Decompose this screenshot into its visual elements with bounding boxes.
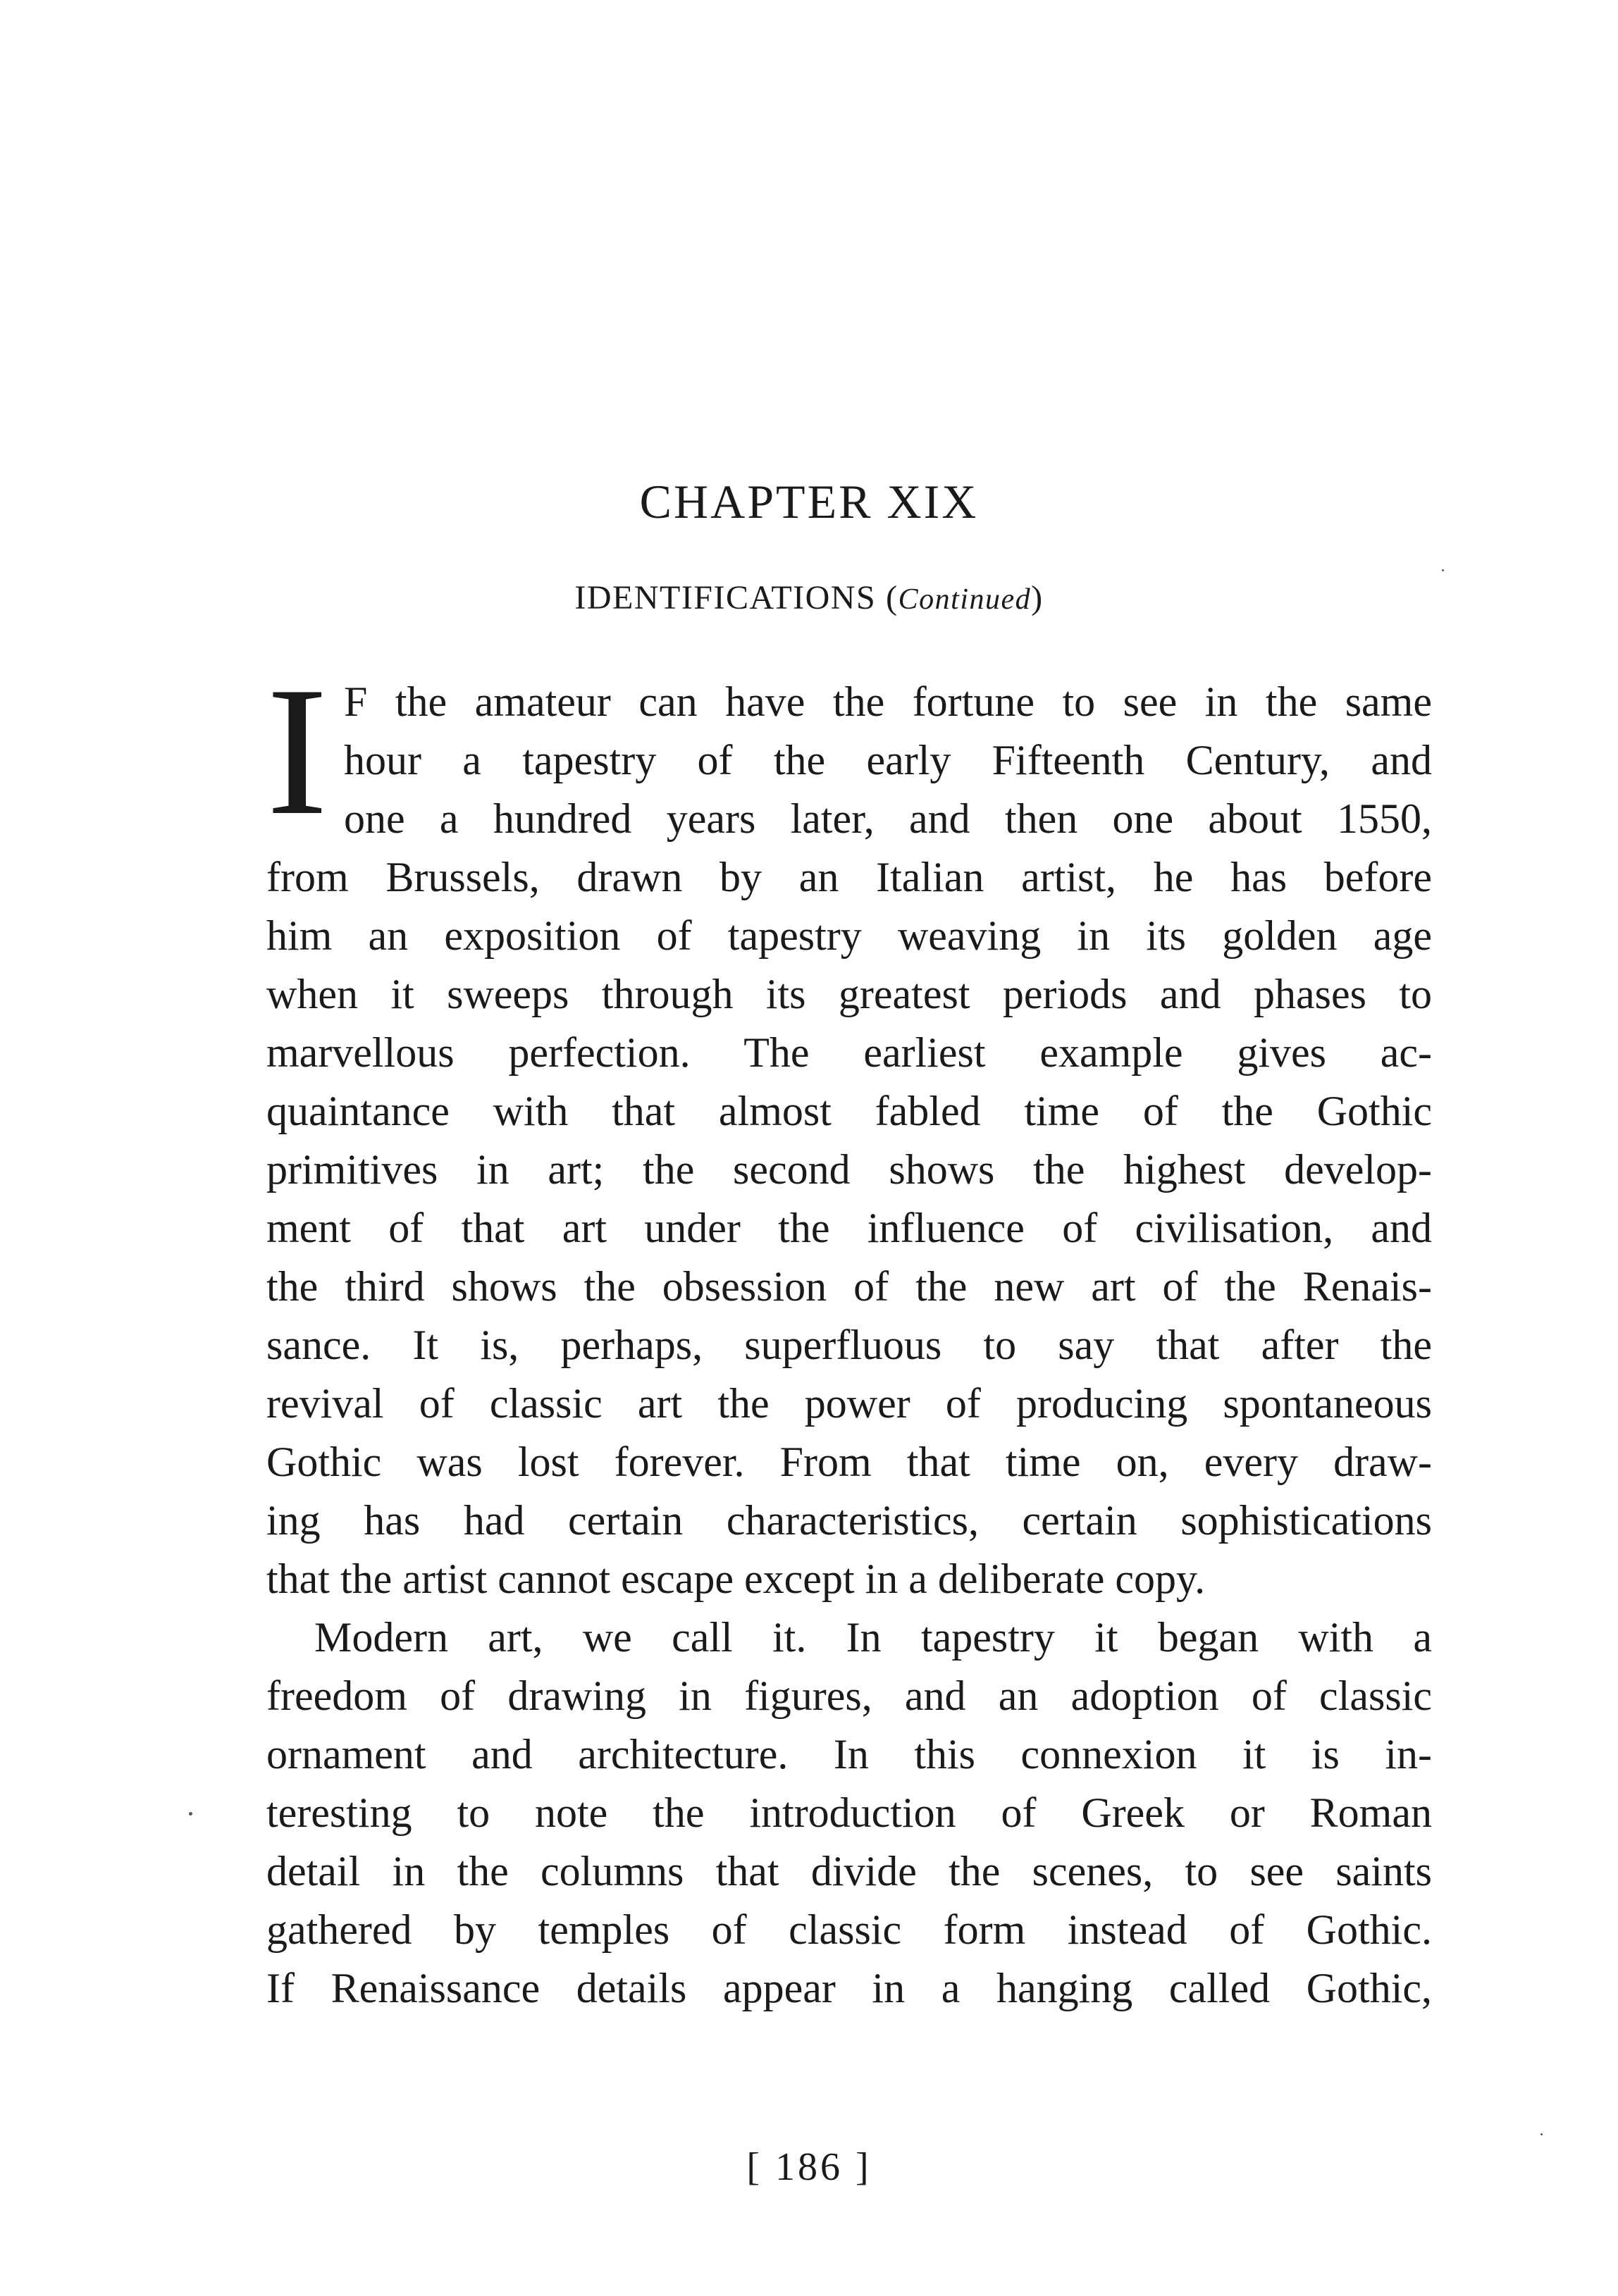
text-line: freedom of drawing in figures, and an adoption of classic [266,1673,1432,1719]
text-line: that the artist cannot escape except in a deliberate copy. [266,1556,1206,1602]
text-line: teresting to note the introduction of Greek or Roman [266,1789,1432,1836]
paragraph-1 [266,673,1432,1608]
scan-speck [189,1812,192,1816]
text-line: If Renaissance details appear in a hanging called Gothic, [266,1965,1432,2011]
text-line: sance. It is, perhaps, superfluous to say that after the [266,1322,1432,1368]
text-line: primitives in art; the second shows the highest develop- [266,1146,1432,1193]
text-line: Gothic was lost forever. From that time on, every draw- [266,1439,1432,1485]
drop-cap-initial: I [266,676,328,838]
text-line: revival of classic art the power of producing spontaneous [266,1380,1432,1427]
text-line: the third shows the obsession of the new art of the Renais- [266,1263,1432,1310]
scan-speck [1442,569,1444,571]
text-line: marvellous perfection. The earliest example gives ac- [266,1029,1432,1076]
text-line: him an exposition of tapestry weaving in its golden age [266,912,1432,959]
text-line: Modern art, we call it. In tapestry it began with a [314,1614,1432,1661]
text-line: ing has had certain characteristics, certain sophistications [266,1497,1432,1544]
body-text [266,673,1432,2018]
text-line: ment of that art under the influence of civilisation, and [266,1205,1432,1251]
paragraph-2 [266,1608,1432,2018]
text-line: hour a tapestry of the early Fifteenth Century, and [344,737,1432,783]
text-line: one a hundred years later, and then one about 1550, [344,795,1432,842]
text-line: quaintance with that almost fabled time of the Gothic [266,1088,1432,1134]
text-line: F the amateur can have the fortune to see in the same [344,678,1432,725]
text-line: when it sweeps through its greatest periods and phases to [266,971,1432,1017]
text-line: ornament and architecture. In this connexion it is in- [266,1731,1432,1777]
scan-speck [1540,2133,1543,2135]
chapter-subtitle-text: IDENTIFICATIONS [574,579,877,616]
chapter-title: CHAPTER XIX [639,475,979,528]
subtitle-open-paren: ( [886,579,898,616]
text-line: detail in the columns that divide the scenes, to see saints [266,1848,1432,1894]
chapter-subtitle [0,581,1618,615]
subtitle-close-paren: ) [1031,579,1044,616]
text-line: from Brussels, drawn by an Italian artist, he has before [266,854,1432,900]
page-number: [ 186 ] [746,2145,872,2189]
chapter-subtitle-note: Continued [898,583,1032,616]
text-line: gathered by temples of classic form instead of Gothic. [266,1906,1432,1953]
